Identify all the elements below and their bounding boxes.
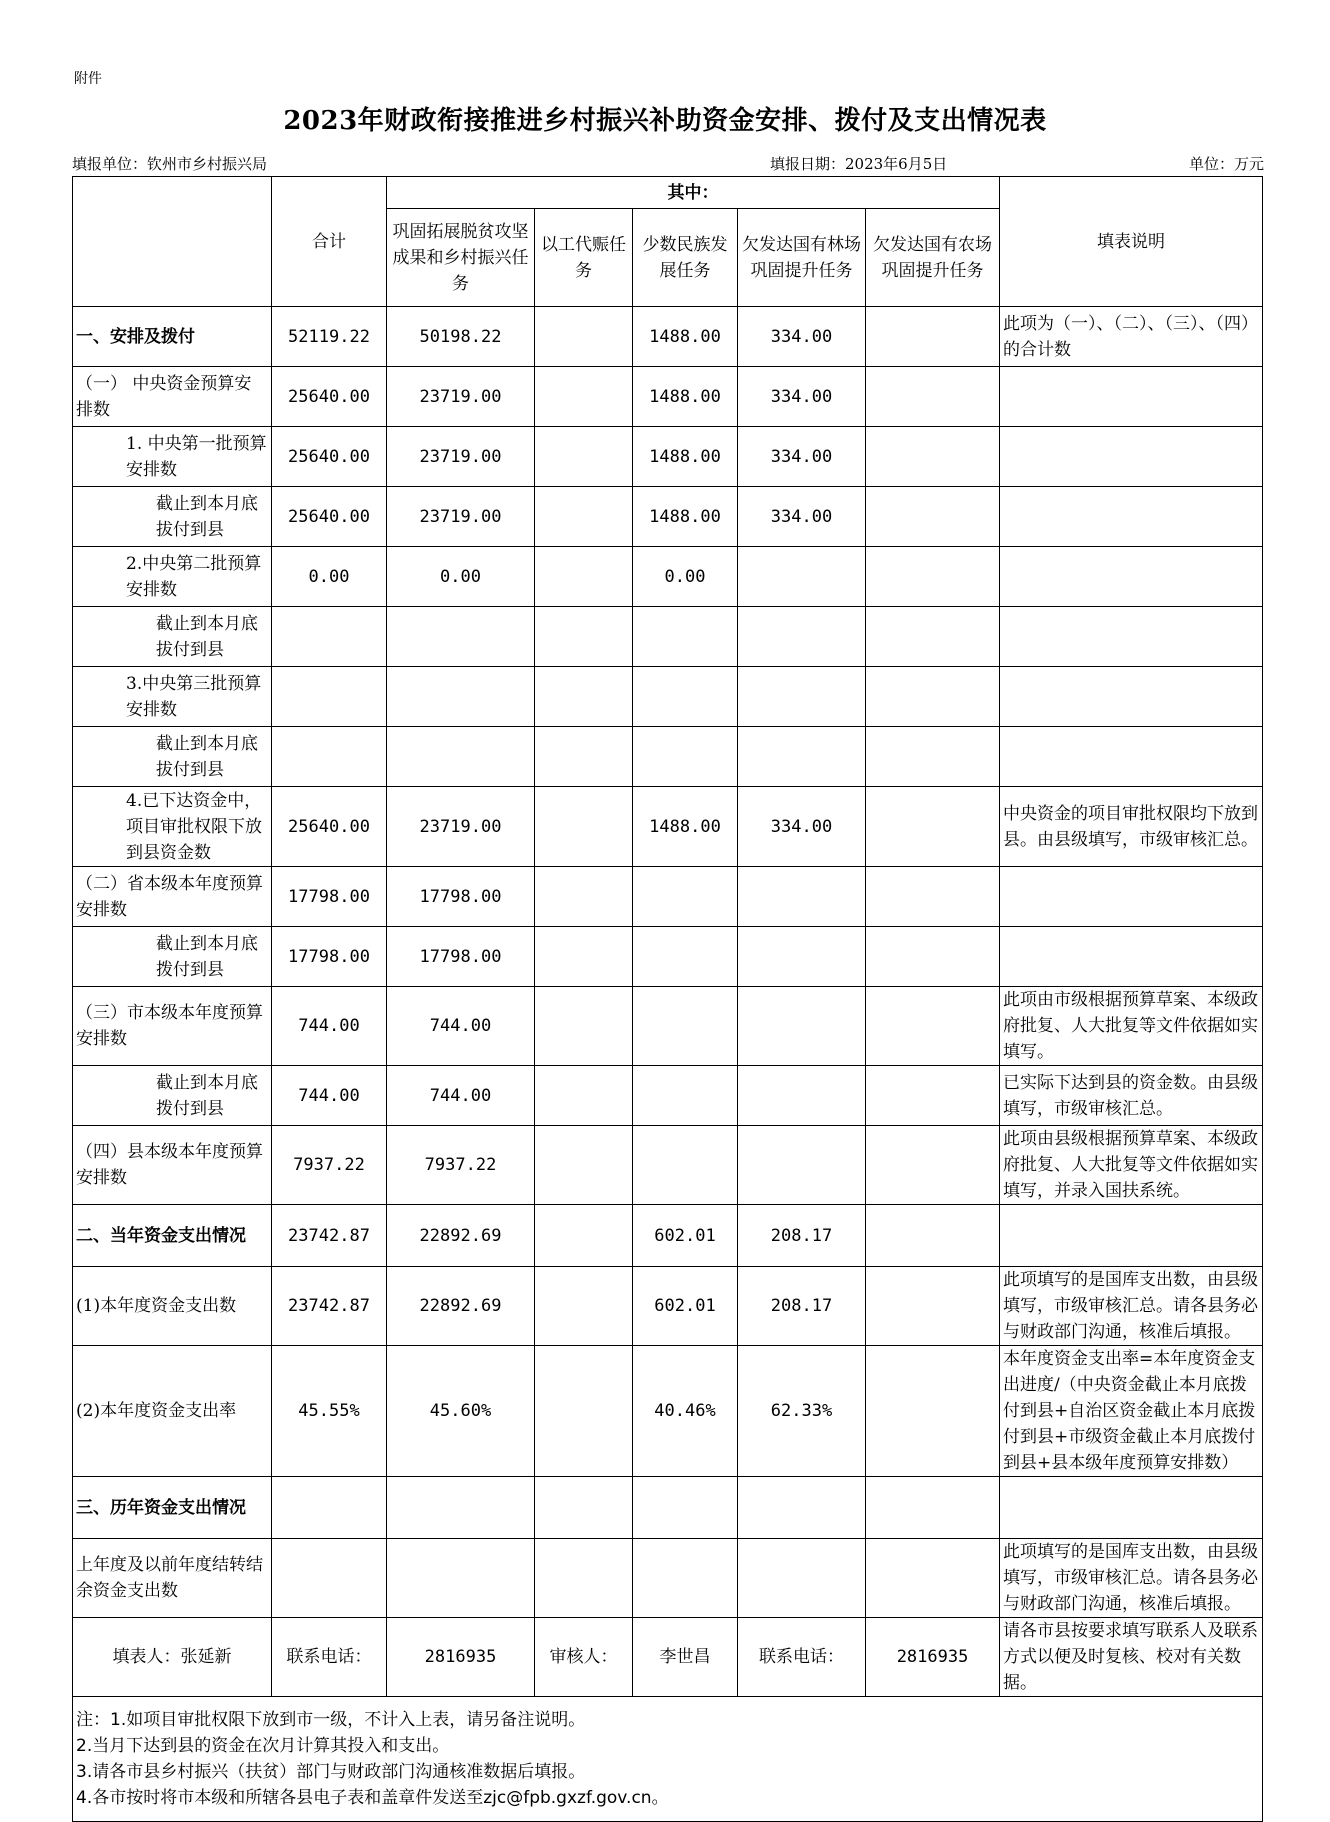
attachment-label: 附件 — [74, 71, 102, 87]
cell-c2 — [535, 1267, 633, 1346]
header-row-1 — [73, 177, 1263, 209]
cell-total: 25640.00 — [272, 487, 387, 547]
table-row — [73, 667, 1263, 727]
cell-c2 — [535, 1346, 633, 1477]
cell-c5 — [866, 1066, 1000, 1126]
header-note: 填表说明 — [1000, 177, 1263, 307]
table-row — [73, 307, 1263, 367]
cell-c5 — [866, 427, 1000, 487]
phone-label-1: 联系电话： — [272, 1618, 387, 1697]
cell-c4: 334.00 — [738, 427, 866, 487]
row-note — [1000, 1205, 1263, 1267]
cell-c5 — [866, 727, 1000, 787]
cell-c1 — [387, 1539, 535, 1618]
row-note — [1000, 547, 1263, 607]
table-row — [73, 1126, 1263, 1205]
row-label-text: 三、历年资金支出情况 — [76, 1497, 246, 1518]
row-label — [73, 927, 272, 987]
cell-c3 — [633, 607, 738, 667]
header-total: 合计 — [272, 177, 387, 307]
footnote-1: 注：1.如项目审批权限下放到市一级，不计入上表，请另备注说明。 — [76, 1710, 586, 1730]
row-note: 此项填写的是国库支出数，由县级填写，市级审核汇总。请各县务必与财政部门沟通，核准后填报。 — [1000, 1267, 1263, 1346]
table-row — [73, 1539, 1263, 1618]
row-note: 此项由市级根据预算草案、本级政府批复、人大批复等文件依据如实填写。 — [1000, 987, 1263, 1066]
row-label-text: （三）市本级本年度预算安排数 — [76, 1003, 263, 1049]
cell-total — [272, 667, 387, 727]
row-label-text: 截止到本月底拔付到县 — [156, 613, 258, 660]
cell-c3 — [633, 667, 738, 727]
cell-c5 — [866, 1477, 1000, 1539]
row-label — [73, 1126, 272, 1205]
cell-c4 — [738, 667, 866, 727]
cell-c3 — [633, 927, 738, 987]
table-row — [73, 607, 1263, 667]
header-col3: 少数民族发展任务 — [633, 209, 738, 307]
row-label — [73, 1539, 272, 1618]
cell-c2 — [535, 1539, 633, 1618]
cell-total: 52119.22 — [272, 307, 387, 367]
cell-c4 — [738, 1477, 866, 1539]
cell-c3 — [633, 867, 738, 927]
row-label — [73, 867, 272, 927]
row-label-text: （二）省本级本年度预算安排数 — [76, 873, 263, 920]
row-label — [73, 1267, 272, 1346]
row-label-text: 4.已下达资金中，项目审批权限下放到县资金数 — [126, 790, 262, 863]
cell-c3: 1488.00 — [633, 787, 738, 867]
cell-total: 25640.00 — [272, 367, 387, 427]
cell-c3 — [633, 727, 738, 787]
cell-total — [272, 727, 387, 787]
cell-c4: 208.17 — [738, 1205, 866, 1267]
cell-c5 — [866, 927, 1000, 987]
row-note — [1000, 667, 1263, 727]
cell-c4 — [738, 547, 866, 607]
cell-c5 — [866, 1267, 1000, 1346]
cell-total: 23742.87 — [272, 1267, 387, 1346]
cell-c5 — [866, 987, 1000, 1066]
row-label-text: 截止到本月底拨付到县 — [156, 933, 258, 980]
cell-total — [272, 607, 387, 667]
header-col1: 巩固拓展脱贫攻坚成果和乡村振兴任务 — [387, 209, 535, 307]
row-label-text: （四）县本级本年度预算安排数 — [76, 1142, 263, 1188]
cell-c4 — [738, 1066, 866, 1126]
cell-c4 — [738, 607, 866, 667]
row-label — [73, 607, 272, 667]
row-note — [1000, 867, 1263, 927]
cell-c1: 22892.69 — [387, 1267, 535, 1346]
cell-c5 — [866, 1126, 1000, 1205]
header-among: 其中： — [387, 177, 1000, 209]
row-label — [73, 487, 272, 547]
table-row — [73, 867, 1263, 927]
row-label-text: 3.中央第三批预算安排数 — [126, 673, 262, 720]
header-col4: 欠发达国有林场巩固提升任务 — [738, 209, 866, 307]
cell-c1: 23719.00 — [387, 787, 535, 867]
cell-total: 17798.00 — [272, 867, 387, 927]
phone-2: 2816935 — [866, 1618, 1000, 1697]
cell-c2 — [535, 1066, 633, 1126]
table-row — [73, 547, 1263, 607]
row-note — [1000, 727, 1263, 787]
sign-row — [73, 1618, 1263, 1697]
cell-c1: 17798.00 — [387, 927, 535, 987]
cell-c1: 0.00 — [387, 547, 535, 607]
cell-c4 — [738, 727, 866, 787]
cell-c1: 17798.00 — [387, 867, 535, 927]
cell-c1: 744.00 — [387, 1066, 535, 1126]
cell-c2 — [535, 607, 633, 667]
cell-c2 — [535, 427, 633, 487]
cell-c4: 334.00 — [738, 307, 866, 367]
table-row — [73, 1477, 1263, 1539]
row-label — [73, 427, 272, 487]
cell-c5 — [866, 1205, 1000, 1267]
row-label-text: 截止到本月底拔付到县 — [156, 493, 258, 540]
row-note — [1000, 367, 1263, 427]
sign-note: 请各市县按要求填写联系人及联系方式以便及时复核、校对有关数据。 — [1000, 1618, 1263, 1697]
row-label-text: 二、当年资金支出情况 — [76, 1225, 246, 1246]
cell-c2 — [535, 727, 633, 787]
reviewer-name: 李世昌 — [633, 1618, 738, 1697]
row-label — [73, 787, 272, 867]
cell-total: 7937.22 — [272, 1126, 387, 1205]
cell-c1: 23719.00 — [387, 367, 535, 427]
row-note: 此项由县级根据预算草案、本级政府批复、人大批复等文件依据如实填写，并录入国扶系统。 — [1000, 1126, 1263, 1205]
cell-c5 — [866, 367, 1000, 427]
row-label-text: (1)本年度资金支出数 — [76, 1296, 237, 1316]
cell-c1: 744.00 — [387, 987, 535, 1066]
cell-c2 — [535, 367, 633, 427]
cell-c1 — [387, 607, 535, 667]
row-label — [73, 367, 272, 427]
row-label — [73, 1205, 272, 1267]
cell-c1: 45.60% — [387, 1346, 535, 1477]
row-note: 此项填写的是国库支出数，由县级填写，市级审核汇总。请各县务必与财政部门沟通，核准后填报。 — [1000, 1539, 1263, 1618]
cell-c3: 1488.00 — [633, 307, 738, 367]
cell-c3 — [633, 1539, 738, 1618]
table-row — [73, 1205, 1263, 1267]
cell-c5 — [866, 607, 1000, 667]
cell-c5 — [866, 1539, 1000, 1618]
phone-label-2: 联系电话： — [738, 1618, 866, 1697]
cell-c3 — [633, 1477, 738, 1539]
filler-name: 填表人：张延新 — [73, 1618, 272, 1697]
cell-c3: 1488.00 — [633, 487, 738, 547]
cell-c4: 208.17 — [738, 1267, 866, 1346]
cell-c2 — [535, 1477, 633, 1539]
row-label-text: 上年度及以前年度结转结余资金支出数 — [76, 1555, 263, 1601]
row-label — [73, 547, 272, 607]
row-label — [73, 1066, 272, 1126]
row-label-text: (2)本年度资金支出率 — [76, 1401, 237, 1421]
cell-c3: 602.01 — [633, 1205, 738, 1267]
row-note — [1000, 607, 1263, 667]
table-row — [73, 427, 1263, 487]
header-blank — [73, 177, 272, 307]
row-note — [1000, 927, 1263, 987]
table-row — [73, 1346, 1263, 1477]
row-note: 此项为（一）、（二）、（三）、（四）的合计数 — [1000, 307, 1263, 367]
cell-c1 — [387, 727, 535, 787]
cell-c3 — [633, 1066, 738, 1126]
cell-c5 — [866, 307, 1000, 367]
row-note — [1000, 1477, 1263, 1539]
table-row — [73, 927, 1263, 987]
row-label-text: 1. 中央第一批预算安排数 — [126, 433, 267, 480]
cell-c2 — [535, 927, 633, 987]
page-title: 2023年财政衔接推进乡村振兴补助资金安排、拨付及支出情况表 — [283, 106, 1047, 136]
cell-c3 — [633, 1126, 738, 1205]
cell-c5 — [866, 487, 1000, 547]
footnote-2: 2.当月下达到县的资金在次月计算其投入和支出。 — [76, 1736, 450, 1756]
footnote-3: 3.请各市县乡村振兴（扶贫）部门与财政部门沟通核准数据后填报。 — [76, 1762, 586, 1782]
row-label — [73, 1477, 272, 1539]
header-col2: 以工代赈任务 — [535, 209, 633, 307]
cell-total: 25640.00 — [272, 427, 387, 487]
cell-total: 744.00 — [272, 987, 387, 1066]
reporting-unit: 填报单位：钦州市乡村振兴局 — [72, 155, 268, 173]
cell-c4: 334.00 — [738, 787, 866, 867]
cell-c4: 334.00 — [738, 367, 866, 427]
cell-total: 45.55% — [272, 1346, 387, 1477]
row-note — [1000, 427, 1263, 487]
table-row — [73, 987, 1263, 1066]
cell-c2 — [535, 547, 633, 607]
cell-c1: 22892.69 — [387, 1205, 535, 1267]
row-note — [1000, 487, 1263, 547]
row-label-text: 2.中央第二批预算安排数 — [126, 553, 262, 600]
cell-total: 23742.87 — [272, 1205, 387, 1267]
cell-c1: 50198.22 — [387, 307, 535, 367]
row-note: 中央资金的项目审批权限均下放到县。由县级填写，市级审核汇总。 — [1000, 787, 1263, 867]
row-label-text: 截止到本月底拔付到县 — [156, 733, 258, 780]
cell-c4 — [738, 987, 866, 1066]
cell-c2 — [535, 487, 633, 547]
cell-c3 — [633, 987, 738, 1066]
header-col5: 欠发达国有农场巩固提升任务 — [866, 209, 1000, 307]
cell-c4 — [738, 867, 866, 927]
cell-c1: 23719.00 — [387, 487, 535, 547]
cell-c3: 1488.00 — [633, 367, 738, 427]
cell-c3: 602.01 — [633, 1267, 738, 1346]
footnote-4: 4.各市按时将市本级和所辖各县电子表和盖章件发送至zjc@fpb.gxzf.gov.cn。 — [76, 1788, 669, 1808]
currency-unit: 单位：万元 — [1188, 155, 1264, 173]
cell-c5 — [866, 1346, 1000, 1477]
cell-total: 25640.00 — [272, 787, 387, 867]
cell-c2 — [535, 307, 633, 367]
row-note: 本年度资金支出率=本年度资金支出进度/（中央资金截止本月底拨付到县+自治区资金截止本月底拨付到县+市级资金截止本月底拨付到县+县本级年度预算安排数） — [1000, 1346, 1263, 1477]
footnote-row — [73, 1697, 1263, 1822]
table-row — [73, 367, 1263, 427]
cell-c2 — [535, 1126, 633, 1205]
cell-c3: 1488.00 — [633, 427, 738, 487]
row-label-text: 一、安排及拨付 — [76, 326, 195, 347]
row-label — [73, 987, 272, 1066]
cell-c3: 40.46% — [633, 1346, 738, 1477]
phone-1: 2816935 — [387, 1618, 535, 1697]
cell-c5 — [866, 667, 1000, 727]
cell-c5 — [866, 867, 1000, 927]
cell-total: 0.00 — [272, 547, 387, 607]
row-label — [73, 1346, 272, 1477]
cell-c2 — [535, 1205, 633, 1267]
cell-c2 — [535, 987, 633, 1066]
row-label — [73, 727, 272, 787]
reviewer-label: 审核人： — [535, 1618, 633, 1697]
cell-c1: 23719.00 — [387, 427, 535, 487]
cell-c5 — [866, 547, 1000, 607]
row-label-text: （一） 中央资金预算安排数 — [76, 373, 252, 420]
table-row — [73, 1267, 1263, 1346]
cell-total: 744.00 — [272, 1066, 387, 1126]
table-row — [73, 787, 1263, 867]
cell-c5 — [866, 787, 1000, 867]
cell-total — [272, 1477, 387, 1539]
cell-c2 — [535, 787, 633, 867]
cell-c4: 62.33% — [738, 1346, 866, 1477]
cell-c2 — [535, 867, 633, 927]
table-row — [73, 487, 1263, 547]
cell-c1 — [387, 1477, 535, 1539]
funds-table — [72, 176, 1263, 1822]
row-label — [73, 307, 272, 367]
cell-c4 — [738, 1126, 866, 1205]
row-note: 已实际下达到县的资金数。由县级填写，市级审核汇总。 — [1000, 1066, 1263, 1126]
reporting-date: 填报日期：2023年6月5日 — [770, 155, 948, 173]
cell-c1: 7937.22 — [387, 1126, 535, 1205]
cell-c3: 0.00 — [633, 547, 738, 607]
cell-total: 17798.00 — [272, 927, 387, 987]
footnotes — [73, 1697, 1263, 1822]
cell-c4: 334.00 — [738, 487, 866, 547]
cell-c1 — [387, 667, 535, 727]
cell-total — [272, 1539, 387, 1618]
cell-c2 — [535, 667, 633, 727]
row-label — [73, 667, 272, 727]
table-body — [73, 307, 1263, 1618]
cell-c4 — [738, 927, 866, 987]
cell-c4 — [738, 1539, 866, 1618]
table-row — [73, 727, 1263, 787]
table-row — [73, 1066, 1263, 1126]
row-label-text: 截止到本月底拨付到县 — [156, 1072, 258, 1119]
